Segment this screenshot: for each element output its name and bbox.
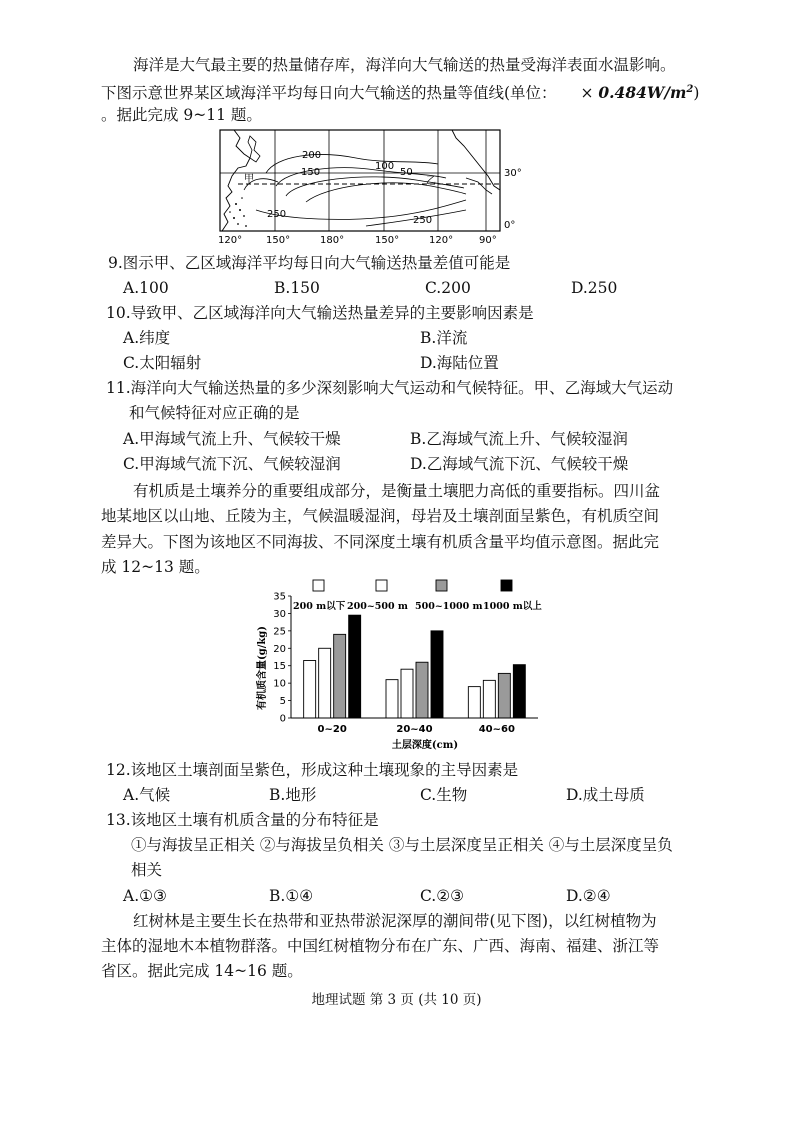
y-tick-label: 15 — [273, 661, 286, 673]
q13-statements-line2: 相关 — [131, 861, 163, 879]
legend-swatch — [436, 580, 447, 591]
q10-option-b: B.洋流 — [420, 329, 468, 347]
y-axis — [273, 592, 291, 725]
q11-option-c: C.甲海域气流下沉、气候较湿润 — [123, 455, 341, 473]
q12-option-a: A.气候 — [123, 786, 171, 804]
q11-option-b: B.乙海域气流上升、气候较湿润 — [410, 430, 628, 448]
q12-stem: 12.该地区土壤剖面呈紫色，形成这种土壤现象的主导因素是 — [106, 761, 519, 779]
y-tick-label: 35 — [273, 591, 286, 603]
q10-option-a: A.纬度 — [123, 329, 171, 347]
legend-label: 200 m以下 — [293, 601, 346, 612]
lat-label: 0° — [504, 220, 516, 231]
q13-option-a: A.①③ — [123, 887, 167, 905]
marker-jia: 甲 — [244, 174, 254, 185]
intro3-line2: 主体的湿地木本植物群落。中国红树植物分布在广东、广西、海南、福建、浙江等 — [101, 937, 660, 955]
legend-swatch — [501, 580, 512, 591]
q11-stem-line1: 11.海洋向大气输送热量的多少深刻影响大气运动和气候特征。甲、乙海域大气运动 — [106, 379, 674, 397]
bar — [334, 634, 346, 718]
contour-label: 150 — [301, 167, 321, 178]
q12-option-c: C.生物 — [420, 786, 468, 804]
contour-50 — [306, 183, 466, 202]
lon-label: 150° — [375, 235, 400, 246]
q9-option-c: C.200 — [425, 279, 471, 297]
q9-stem: 9.图示甲、乙区域海洋平均每日向大气输送热量差值可能是 — [108, 254, 511, 272]
bar — [304, 660, 316, 718]
q11-stem-line2: 和气候特征对应正确的是 — [129, 404, 300, 422]
island-japan — [248, 136, 260, 162]
unit-value: $0.484W/m^2$ — [598, 83, 694, 103]
y-axis-label: 有机质含量(g/kg) — [257, 625, 268, 711]
bar — [386, 680, 398, 718]
legend-label: 1000 m以上 — [483, 601, 542, 612]
x-tick-label: 0~20 — [317, 724, 347, 735]
q13-stem: 13.该地区土壤有机质含量的分布特征是 — [106, 811, 379, 829]
legend-swatch — [313, 580, 324, 591]
q13-statements-line1: ①与海拔呈正相关 ②与海拔呈负相关 ③与土层深度呈正相关 ④与土层深度呈负 — [131, 836, 673, 854]
legend-swatch — [376, 580, 387, 591]
intro2-line1: 有机质是土壤养分的重要组成部分，是衡量土壤肥力高低的重要指标。四川盆 — [133, 482, 661, 500]
contour-label: 200 — [302, 150, 322, 161]
island-dots — [229, 197, 247, 227]
intro3-line3: 省区。据此完成 14~16 题。 — [101, 962, 303, 980]
q12-option-b: B.地形 — [269, 786, 317, 804]
q12-option-d: D.成土母质 — [566, 786, 645, 804]
x-axis-label: 土层深度(cm) — [391, 740, 459, 751]
intro2-line3: 差异大。下图为该地区不同海拔、不同深度土壤有机质含量平均值示意图。据此完 — [101, 533, 660, 551]
intro2-line2: 地某地区以山地、丘陵为主，气候温暖湿润，母岩及土壤剖面呈紫色，有机质空间 — [101, 507, 660, 525]
lat-label: 30° — [504, 168, 522, 179]
bar — [416, 662, 428, 718]
x-tick-label: 20~40 — [396, 724, 433, 735]
x-axis — [291, 718, 538, 735]
x-tick-label: 40~60 — [478, 724, 515, 735]
q13-option-b: B.①④ — [269, 887, 314, 905]
lon-label: 150° — [266, 235, 291, 246]
q11-option-d: D.乙海域气流下沉、气候较干燥 — [410, 455, 629, 473]
map-frame — [220, 130, 500, 231]
contour-250-left — [256, 200, 466, 219]
bar — [483, 680, 495, 718]
organic-matter-bar-chart — [253, 578, 548, 753]
unit-multiplier: × — [580, 84, 594, 103]
q10-stem: 10.导致甲、乙区域海洋向大气输送热量差异的主要影响因素是 — [106, 304, 534, 322]
q13-option-c: C.②③ — [420, 887, 465, 905]
lon-label: 180° — [320, 235, 345, 246]
legend-label: 200~500 m — [347, 601, 408, 612]
bar — [498, 673, 510, 718]
y-tick-label: 0 — [279, 713, 286, 725]
intro2-line4: 成 12~13 题。 — [101, 558, 210, 576]
page-footer: 地理试题 第 3 页 (共 10 页) — [311, 992, 482, 1008]
lon-label: 120° — [218, 235, 243, 246]
bar — [401, 669, 413, 718]
contour-label: 100 — [375, 161, 395, 172]
bar — [431, 631, 443, 718]
y-tick-label: 5 — [279, 696, 286, 708]
lon-label: 90° — [479, 235, 497, 246]
marker-yi: 乙 — [426, 176, 436, 187]
q10-option-d: D.海陆位置 — [420, 354, 499, 372]
y-tick-label: 25 — [273, 626, 286, 638]
contour-map — [216, 128, 526, 246]
intro1-line3: 。据此完成 9~11 题。 — [101, 106, 262, 124]
intro1-line2-text: 下图示意世界某区域海洋平均每日向大气输送的热量等值线(单位： — [101, 84, 557, 103]
lon-label: 120° — [429, 235, 454, 246]
q9-option-a: A.100 — [123, 279, 169, 297]
contour-label: 250 — [413, 215, 433, 226]
intro3-line1: 红树林是主要生长在热带和亚热带淤泥深厚的潮间带(见下图)，以红树植物为 — [133, 912, 657, 930]
chart-legend — [293, 580, 542, 612]
q9-option-b: B.150 — [274, 279, 320, 297]
legend-label: 500~1000 m — [415, 601, 483, 612]
q10-option-c: C.太阳辐射 — [123, 354, 202, 372]
bar — [468, 687, 480, 718]
q13-option-d: D.②④ — [566, 887, 611, 905]
contour-label: 250 — [267, 209, 287, 220]
unit-close: ) — [693, 84, 700, 103]
contour-label: 50 — [400, 167, 413, 178]
bar — [349, 615, 361, 718]
q9-option-d: D.250 — [571, 279, 618, 297]
y-tick-label: 30 — [273, 608, 286, 620]
intro1-line2 — [101, 80, 699, 103]
bar — [319, 648, 331, 718]
y-tick-label: 10 — [273, 678, 286, 690]
intro1-line1: 海洋是大气最主要的热量储存库，海洋向大气输送的热量受海洋表面水温影响。 — [133, 56, 676, 74]
y-tick-label: 20 — [273, 643, 286, 655]
bar — [513, 665, 525, 718]
bars-group — [304, 615, 526, 718]
contour-100 — [286, 177, 464, 196]
coastline-mexico — [466, 178, 492, 194]
q11-option-a: A.甲海域气流上升、气候较干燥 — [123, 430, 341, 448]
